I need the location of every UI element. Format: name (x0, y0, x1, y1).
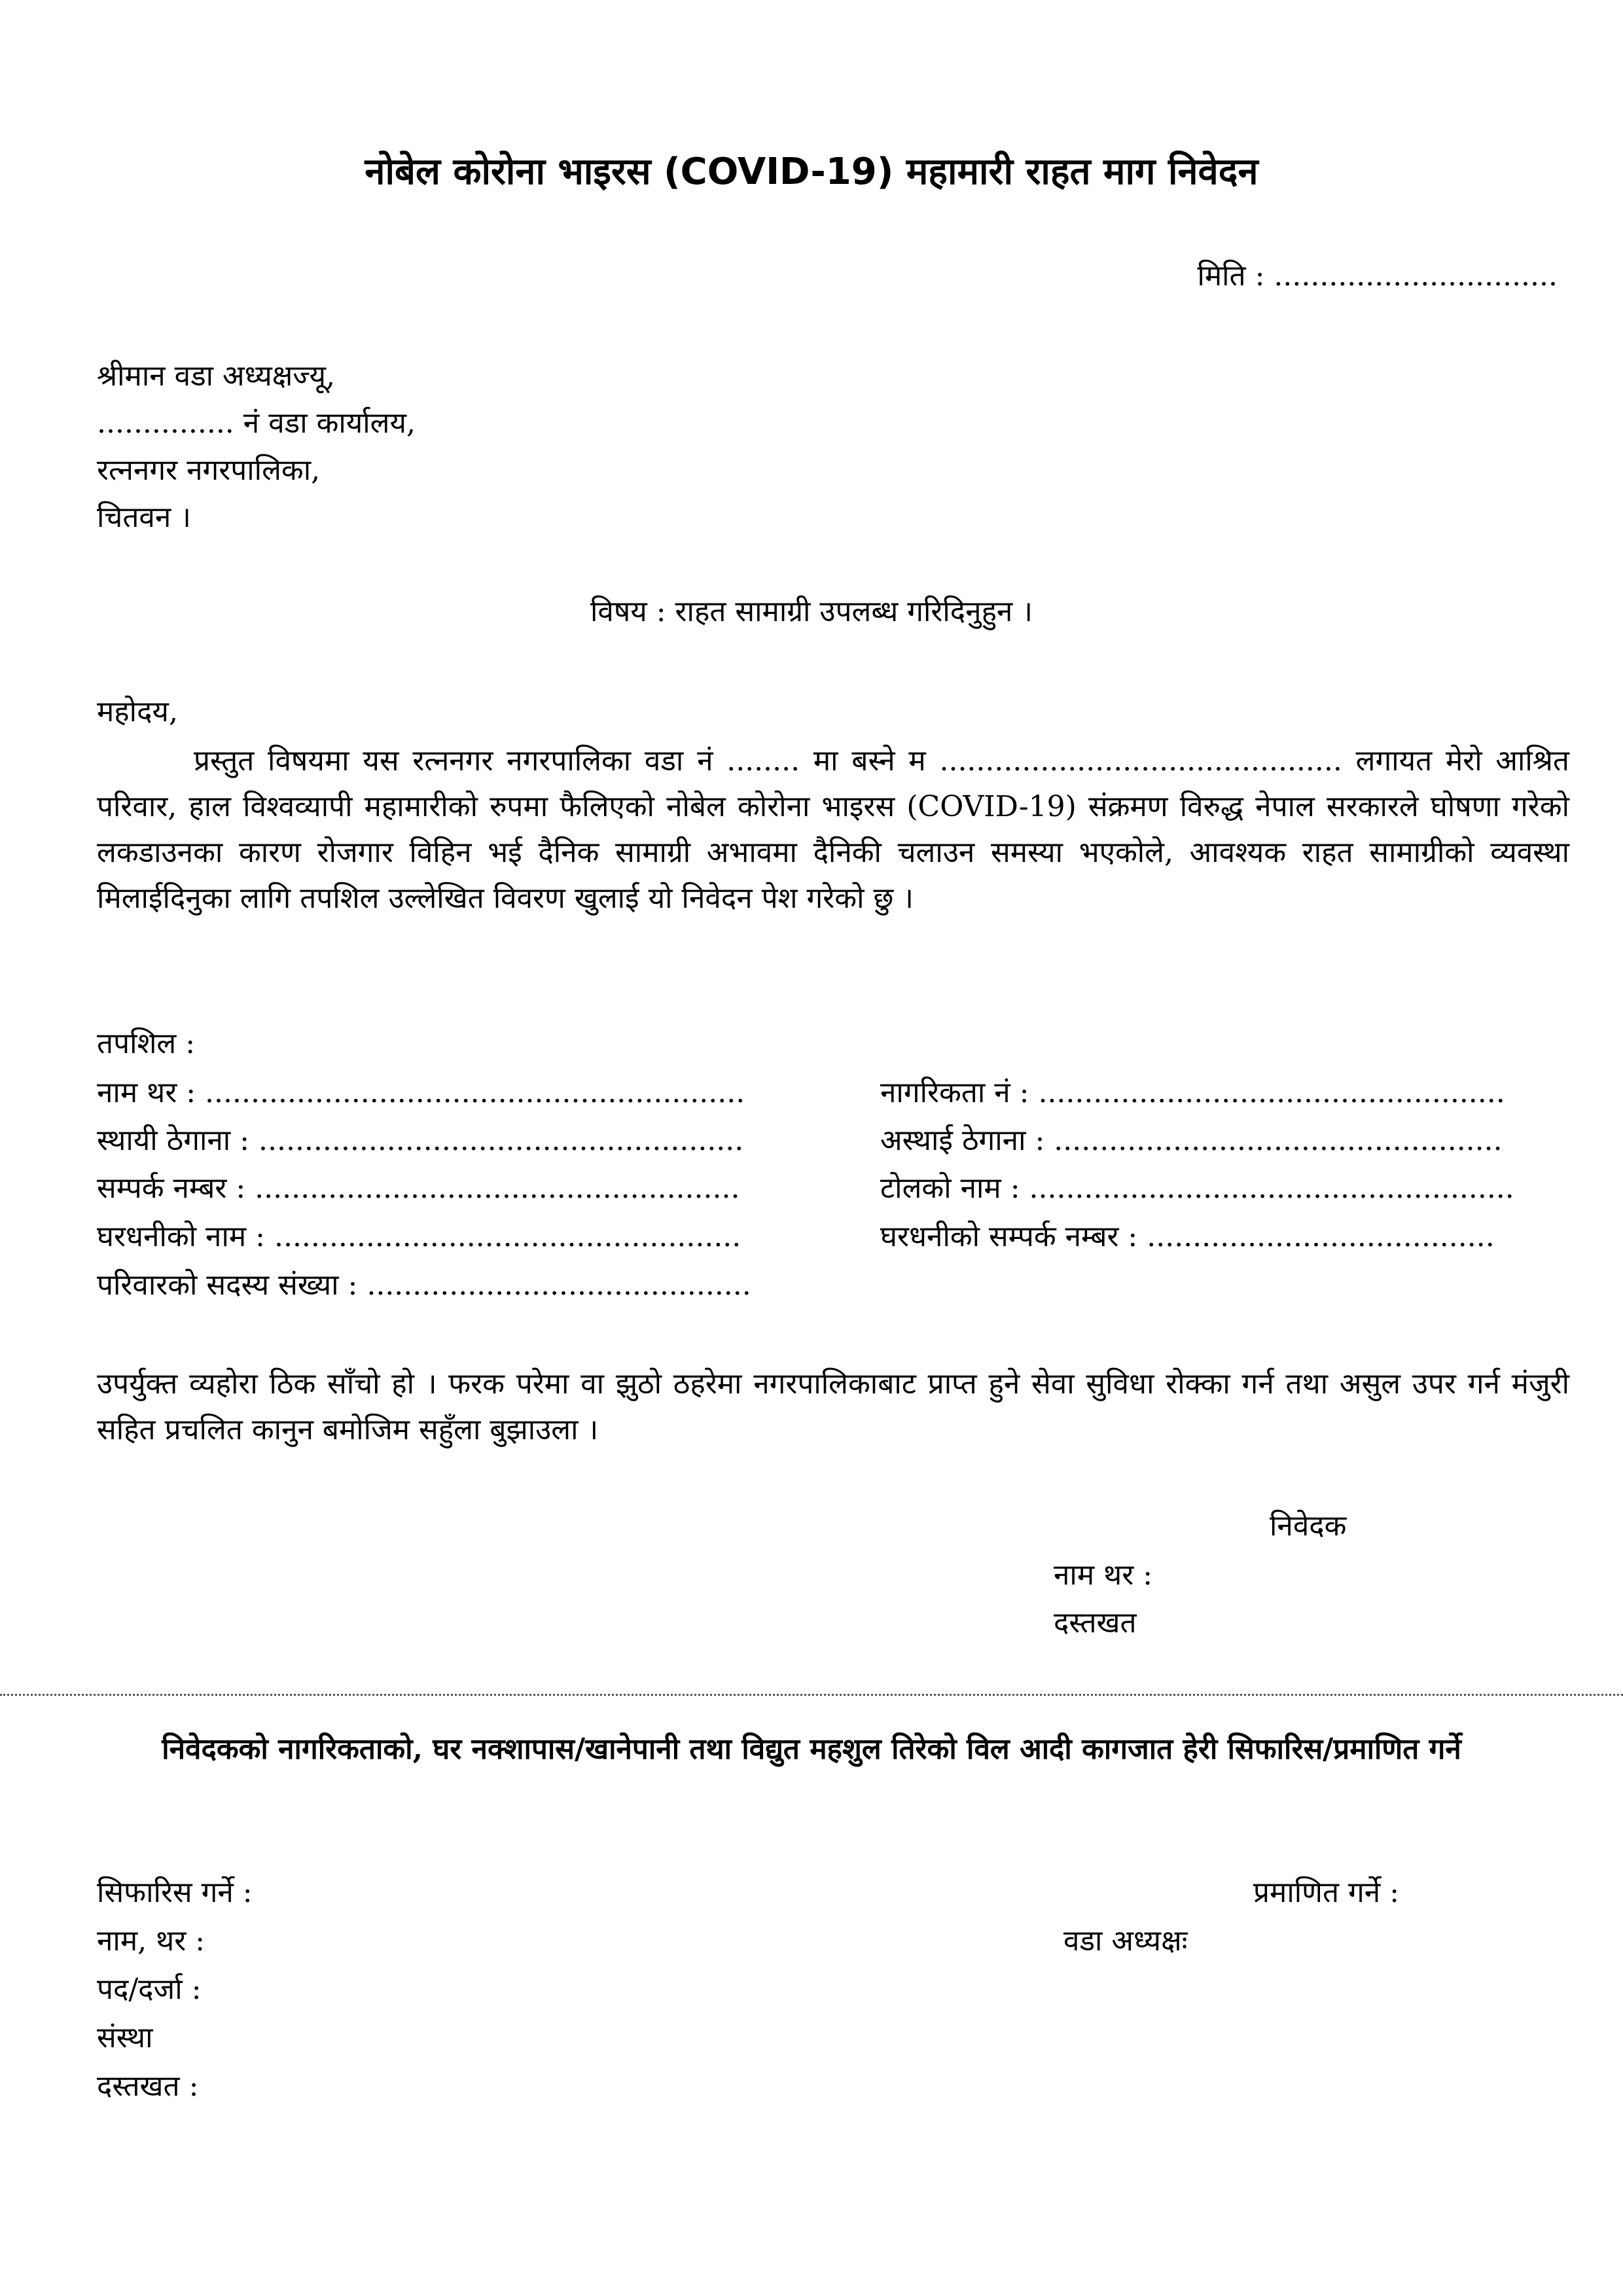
address-line-recipient: श्रीमान वडा अध्यक्षज्यू, (97, 359, 335, 393)
form-title: नोबेल कोरोना भाइरस (COVID-19) महामारी राहत माग निवेदन (365, 151, 1258, 193)
field-citizenship-number: नागरिकता नं : ................................................... (880, 1076, 1505, 1109)
certifier-role-label: वडा अध्यक्षः (1063, 1924, 1188, 1958)
applicant-heading: निवेदक (1270, 1509, 1347, 1543)
details-heading: तपशिल : (97, 1027, 196, 1060)
field-name: नाम थर : ........................................................... (97, 1076, 745, 1109)
field-landlord-name: घरधनीको नाम : ................................................... (97, 1220, 741, 1253)
applicant-name-label: नाम थर : (1054, 1558, 1153, 1592)
applicant-signature-label: दस्तखत (1054, 1606, 1137, 1640)
recommender-organization-label: संस्था (97, 2021, 153, 2054)
date-line: मिति : ............................... (1197, 259, 1558, 293)
field-tole-name: टोलको नाम : ..................................................... (880, 1172, 1514, 1205)
field-permanent-address: स्थायी ठेगाना : ..................................................... (97, 1124, 744, 1157)
recommender-signature-label: दस्तखत : (97, 2070, 199, 2103)
salutation: महोदय, (97, 695, 178, 728)
certifier-heading: प्रमाणित गर्ने : (1253, 1876, 1400, 1909)
recommender-name-label: नाम, थर : (97, 1924, 205, 1958)
field-temporary-address: अस्थाई ठेगाना : ................................................. (880, 1124, 1503, 1157)
recommendation-heading: निवेदकको नागरिकताको, घर नक्शापास/खानेपानी तथा विद्युत महशुल तिरेको विल आदी कागजात हेरी सिफारिस/प्रमाणित गर्ने (162, 1732, 1461, 1766)
declaration-text: उपर्युक्त व्यहोरा ठिक साँचो हो । फरक परेमा वा झुठो ठहरेमा नगरपालिकाबाट प्राप्त हुने सेवा सुविधा रोक्का गर्न तथा असुल उपर गर्न मंजुरी सहित प्रचलित कानुन बमोजिम सहुँला बुझाउला । (97, 1367, 1569, 1446)
recommender-heading: सिफारिस गर्ने : (97, 1876, 253, 1909)
recommender-position-label: पद/दर्जा : (97, 1973, 202, 2006)
section-divider (0, 1694, 1623, 1696)
field-landlord-contact: घरधनीको सम्पर्क नम्बर : ...................................... (880, 1220, 1495, 1253)
field-family-members: परिवारको सदस्य संख्या : .......................................... (97, 1268, 751, 1302)
address-line-district: चितवन । (97, 501, 191, 534)
subject-line: विषय : राहत सामाग्री उपलब्ध गरिदिनुहुन । (590, 595, 1033, 628)
address-line-municipality: रत्ननगर नगरपालिका, (97, 454, 321, 487)
field-contact-number: सम्पर्क नम्बर : ..................................................... (97, 1172, 740, 1205)
address-line-ward-office: ............... नं वडा कार्यालय, (97, 406, 416, 440)
application-body: प्रस्तुत विषयमा यस रत्ननगर नगरपालिका वडा नं ........ मा बस्ने म ............................................ लगायत मेरो आश्रित परिवार, हाल विश्वव्यापी महामारीको रुपमा फैलिएको नोबेल कोरोना भाइरस (COVID-19) संक्रमण विरुद्ध नेपाल सरकारले घोषणा गरेको लकडाउनका कारण रोजगार विहिन भई दैनिक सामाग्री अभावमा दैनिकी चलाउन समस्या भएकोले, आवश्यक राहत सामाग्रीको व्यवस्था मिलाईदिनुका लागि तपशिल उल्लेखित विवरण खुलाई यो निवेदन पेश गरेको छु । (97, 744, 1569, 915)
